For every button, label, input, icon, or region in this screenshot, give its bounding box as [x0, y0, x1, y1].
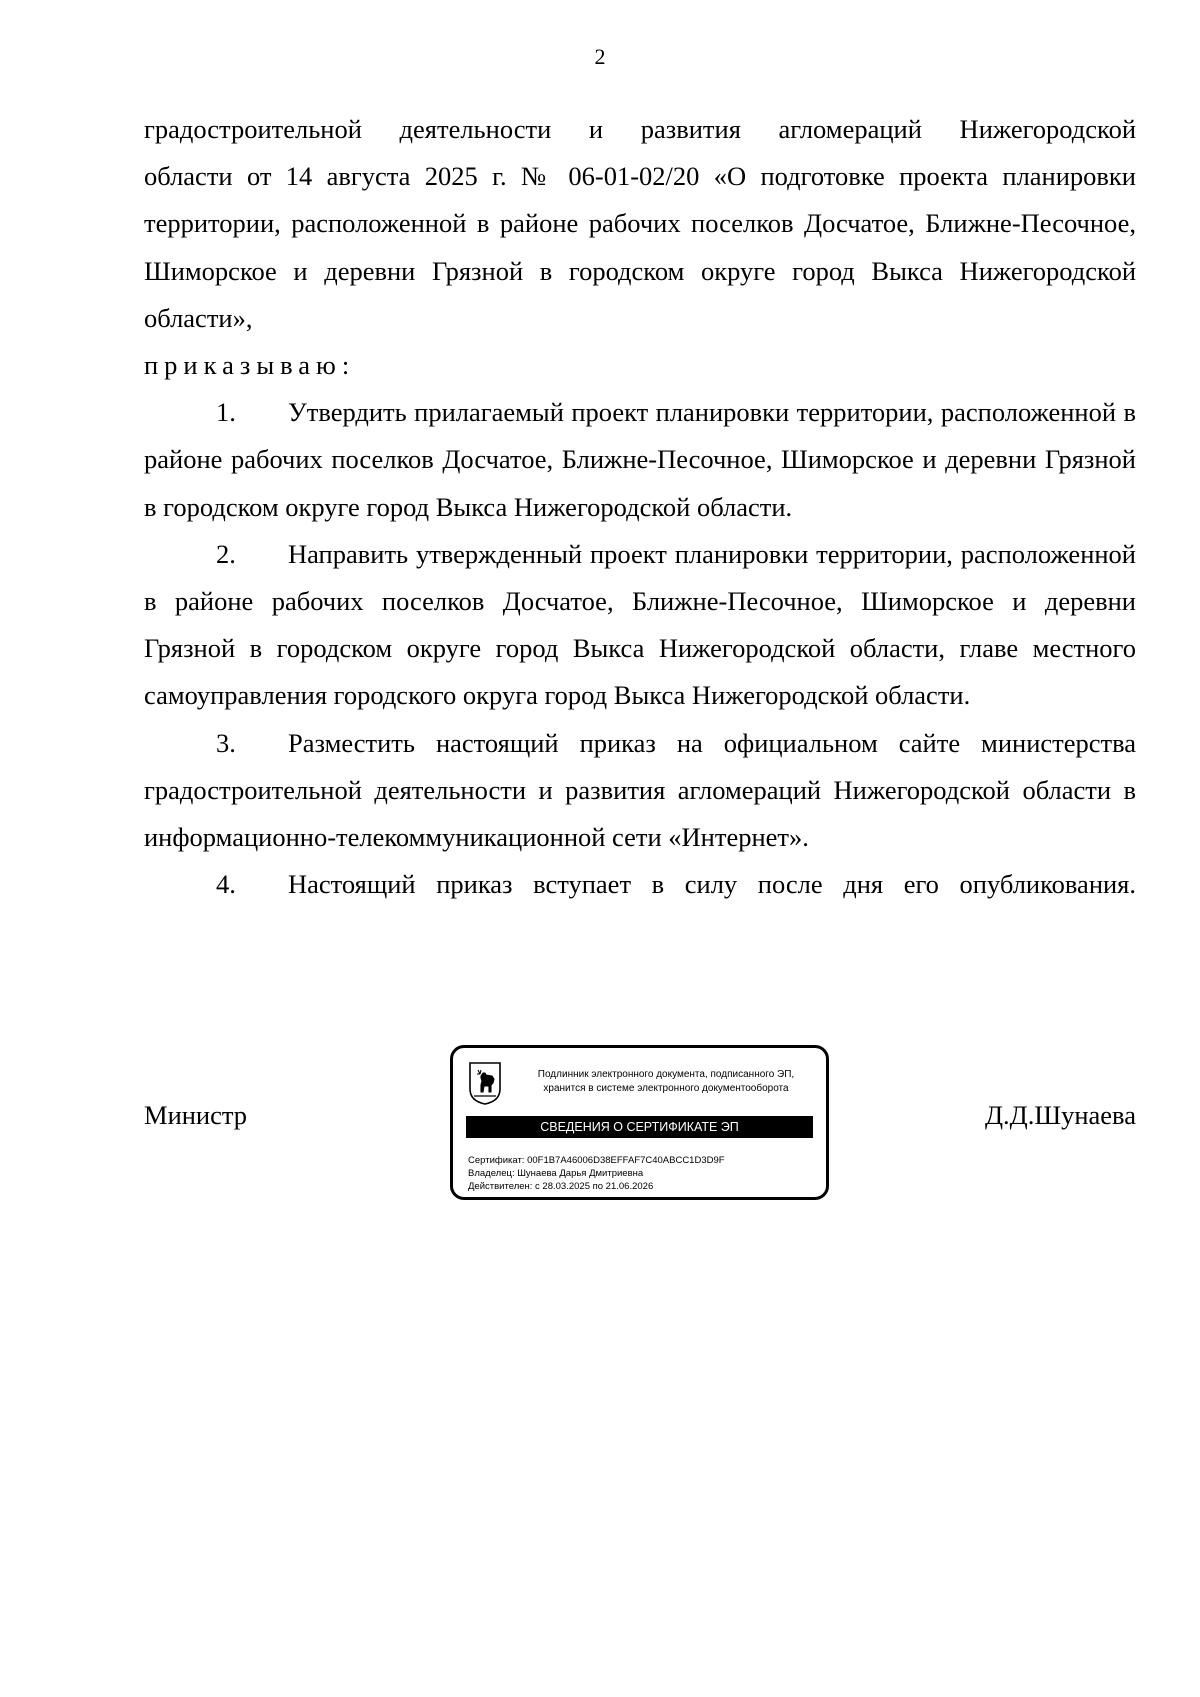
stamp-header-line: Подлинник электронного документа, подписанного ЭП, [537, 1069, 795, 1080]
order-item-text: Настоящий приказ вступает в силу после дня его опубликования. [288, 869, 1136, 900]
intro-paragraph-line1: градостроительной деятельности и развития агломераций Нижегородской [144, 114, 1136, 144]
order-item-number: 3. [216, 727, 236, 758]
stamp-title-bar: СВЕДЕНИЯ О СЕРТИФИКАТЕ ЭП [466, 1116, 813, 1138]
certificate-validity: Действителен: с 28.03.2025 по 21.06.2026 [468, 1181, 654, 1192]
order-item-text: Утвердить прилагаемый проект планировки территории, расположенной в районе рабочих поселков Досчатое, Ближне-Песочное, Шиморское и деревни Грязной в городском округе город Выкса Нижегородской области. [144, 397, 1136, 522]
order-item-1 [144, 389, 1136, 531]
order-item-text: Направить утвержденный проект планировки территории, расположенной в районе рабочих поселков Досчатое, Ближне-Песочное, Шиморское и деревни Грязной в городском округе город Выкса Нижегородской области, главе местного самоуправления городского округа город Выкса Нижегородской области. [144, 538, 1136, 711]
signatory-title: Министр [144, 1100, 248, 1130]
signatory-name: Д.Д.Шунаева [984, 1100, 1136, 1130]
stamp-certificate-details [468, 1154, 818, 1193]
coat-of-arms-deer-icon [468, 1061, 502, 1105]
page-number: 2 [594, 44, 606, 69]
electronic-signature-stamp [450, 1045, 829, 1200]
order-item-2 [144, 531, 1136, 720]
certificate-number: Сертификат: 00F1B7A46006D38EFFAF7C40ABCC1D3D9F [468, 1155, 725, 1166]
order-item-number: 4. [216, 869, 236, 900]
order-item-4 [144, 861, 1136, 908]
certificate-owner: Владелец: Шунаева Дарья Дмитриевна [468, 1168, 644, 1179]
stamp-header-line: хранится в системе электронного документооборота [543, 1083, 789, 1094]
intro-paragraph: области от 14 августа 2025 г. № 06-01-02/20 «О подготовке проекта планировки территории, расположенной в районе рабочих поселков Досчатое, Ближне-Песочное, Шиморское и деревни Грязной в городском округе город Выкса Нижегородской области», [144, 161, 1136, 333]
order-item-number: 2. [216, 538, 236, 569]
stamp-header [511, 1068, 821, 1096]
order-item-text: Разместить настоящий приказ на официальном сайте министерства градостроительной деятельности и развития агломераций Нижегородской области в информационно-телекоммуникационной сети «Интернет». [144, 727, 1136, 853]
document-body [144, 106, 1136, 908]
order-word: приказываю: [144, 350, 356, 381]
order-item-3 [144, 720, 1136, 862]
order-item-number: 1. [216, 397, 236, 428]
